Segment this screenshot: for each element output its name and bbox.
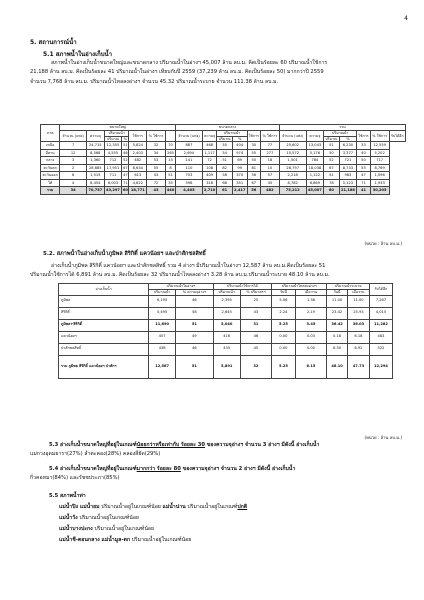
table-cell: 435 (213, 343, 240, 355)
table-cell: 34 (147, 149, 166, 157)
table-cell: 1.38 (295, 295, 327, 307)
table-cell: 43 (147, 172, 166, 180)
table-cell: 4,622 (129, 179, 147, 187)
table-cell: 12,294 (369, 355, 392, 378)
table-cell: 2,645 (213, 307, 240, 319)
col-usable-m: ใช้การ (247, 130, 260, 142)
table-cell: 974 (232, 149, 247, 157)
table-cell: 711 (104, 172, 122, 180)
table-cell: 1,515 (86, 172, 104, 180)
table-cell: 3,377 (339, 149, 357, 157)
table-cell: 70 (165, 142, 175, 150)
table-cell: 8,568 (86, 149, 104, 157)
table-cell: 5,202 (370, 149, 389, 157)
section-5-1-paragraph (30, 59, 398, 87)
table-cell: 5,123 (339, 179, 357, 187)
table-cell: 10 (260, 164, 279, 172)
table-cell: 47.73 (347, 355, 369, 378)
table-row (41, 142, 406, 150)
river-2-status: ปริมาณน้ำอยู่ในเกณฑ์น้อย (77, 515, 139, 521)
main-reservoirs-table (58, 283, 393, 379)
table-cell: 41 (357, 187, 370, 195)
col-pct-usable: % ปริมาตรฯ (240, 289, 272, 295)
s51-line-2: 21,188 ล้าน ลบ.ม. คิดเป็นร้อยละ 41 ปริมาณน้ำในอ่างฯ เทียบกับปี 2559 (37,239 ล้าน ลบ.ม. คิดเป็นร้อยละ 50) มากกว่าปี 2559 (30, 69, 324, 76)
region-cell: อีสาน (41, 149, 60, 157)
section-5-1-heading: 5.1 สภาพน้ำในอ่างเก็บน้ำ (43, 51, 113, 58)
river-4-status: ปริมาณน้ำอยู่ในเกณฑ์น้อย (129, 537, 192, 543)
col-usable-pct-t: % ใช้การ (370, 130, 389, 142)
col-release-today: วันนี้ (327, 289, 348, 295)
table-cell: 78 (324, 179, 339, 187)
table-cell: 2,218 (279, 172, 306, 180)
table-cell: 49 (176, 331, 214, 343)
table-cell: 36.03 (347, 319, 369, 331)
river-1-status: ปริมาณน้ำอยู่ในเกณฑ์น้อย (99, 504, 163, 510)
table-cell: 598 (176, 179, 203, 187)
table-cell: 12,587 (149, 355, 176, 378)
table-cell: 8,454 (86, 179, 104, 187)
table-cell: 46 (176, 295, 214, 307)
table-cell: 82 (217, 164, 232, 172)
table-row (59, 331, 393, 343)
reservoir-name-cell: ภูมิพล (59, 295, 149, 307)
col-pct: % (123, 136, 128, 141)
s51-line-3: จำนวน 7,768 ล้าน ลบ.ม. ปริมาณน้ำไหลลงอ่างฯ จำนวน 45.32 ปริมาณน้ำระบาย จำนวน 111.38 ล้าน ลบ.ม. (30, 78, 279, 85)
table-cell: 0.00 (295, 343, 327, 355)
table-cell: 1,096 (370, 172, 389, 180)
table-cell: 0.00 (272, 343, 296, 355)
table-cell: 110 (176, 164, 203, 172)
region-cell: กลาง (41, 157, 60, 165)
table-cell: 12,559 (370, 142, 389, 150)
s54-text-b: ของความจุอ่างฯ จำนวน 2 อ่างฯ มีดังนี้ อ่างเก็บน้ำ (180, 466, 296, 472)
section-5-3-paragraph (30, 441, 398, 460)
section-5-2-heading: 5.2. สภาพน้ำในอ่างเก็บน้ำภูมิพล สิริกิติ์ แควน้อยฯ และป่าสักชลสิทธิ์ (43, 251, 206, 257)
col-usable-pct-m: % ใช้การ (260, 130, 279, 142)
reservoir-name-cell: รวม ภูมิพล สิริกิติ์ แควน้อยฯ ป่าสักฯ (59, 355, 149, 378)
table-cell: 703 (176, 172, 203, 180)
table-cell: 6.92 (347, 343, 369, 355)
river-4-name: แม่น้ำชี-ตอนกลาง แม่น้ำมูล-ตก (59, 537, 130, 543)
table-cell: 36.42 (327, 319, 348, 331)
table-cell: 51 (122, 142, 129, 150)
table-cell: 457 (149, 331, 176, 343)
col-recv: รับได้อีก (369, 284, 392, 296)
table-cell: 46 (240, 331, 272, 343)
col-volume-sub-t: ปริมาณ (325, 136, 338, 141)
table-cell: 6,003 (104, 179, 122, 187)
table-cell: 2,710 (202, 187, 217, 195)
table-cell: 316 (202, 179, 217, 187)
table-cell: 23.42 (327, 307, 348, 319)
table-cell: 0.18 (327, 331, 348, 343)
reservoir-name-cell: สิริกิติ์ (59, 307, 149, 319)
table-cell: 25,602 (279, 142, 306, 150)
col-pct-t: % (339, 136, 357, 142)
table-cell: 40 (357, 149, 370, 157)
col-extra (165, 130, 175, 142)
table-cell: 69 (232, 157, 247, 165)
table-cell: 6,869 (306, 179, 324, 187)
table-cell: 71 (122, 179, 129, 187)
col-inflow: ปริมาณน้ำไหลลงอ่างฯ (272, 284, 327, 290)
table2-unit: (หน่วย : ล้าน ลบ.ม.) (364, 435, 402, 440)
col-usable-group: ปริมาณน้ำใช้การได้ (213, 284, 271, 290)
table-cell: 13,043 (306, 142, 324, 150)
reservoir-name-cell: ภูมิพล+สิริกิติ์ (59, 319, 149, 331)
table-cell: 6 (60, 172, 87, 180)
table-cell: 50 (247, 157, 260, 165)
table-row (41, 157, 406, 165)
table-cell: 5,040 (213, 319, 240, 331)
table-cell: 5,824 (129, 142, 147, 150)
table-cell: 4,405 (176, 187, 203, 195)
table-cell: 12,355 (104, 142, 122, 150)
group-large: ขนาดใหญ่ (60, 125, 176, 131)
col-usable: ใช้การ (129, 130, 147, 142)
table-cell: 43 (240, 307, 272, 319)
col-inflow-today: วันนี้ (272, 289, 296, 295)
table-cell: 4 (60, 179, 87, 187)
table-cell: 5.06 (272, 295, 296, 307)
col-volume: ปริมาณน้ำ (104, 130, 129, 136)
region-cell: เหนือ (41, 142, 60, 150)
table-cell: 108 (202, 164, 217, 172)
table-cell: 6,195 (149, 295, 176, 307)
river-1-status-normal: ปกติ (237, 504, 248, 510)
table-cell: 60 (122, 187, 129, 195)
table-cell: 30 (247, 142, 260, 150)
table-cell: 5,891 (213, 355, 240, 378)
table-cell: 3.45 (295, 319, 327, 331)
table-cell: 404 (232, 142, 247, 150)
s54-line-2: กิ่วคอหมา(84%) และรัชชประภา(85%) (30, 475, 120, 482)
table-cell: 2,417 (232, 187, 247, 195)
table-cell: 50 (324, 149, 339, 157)
section-5-4-paragraph (30, 465, 398, 484)
table-row (59, 355, 393, 378)
table-cell: 71 (357, 179, 370, 187)
table-cell: 2.19 (295, 307, 327, 319)
reservoir-name-cell: ป่าสักชลสิทธิ์ (59, 343, 149, 355)
col-volume-sub-m: ปริมาณ (218, 136, 231, 141)
table-cell: 35 (165, 179, 175, 187)
table1-unit: (หน่วย : ล้าน ลบ.ม.) (364, 241, 402, 246)
table-cell: 51 (324, 142, 339, 150)
river-2-name: แม่น้ำวัง (59, 515, 78, 521)
table-cell: 1,117 (202, 149, 217, 157)
col-volume-today: ปริมาณน้ำในอ่างฯ (149, 284, 214, 290)
region-cell: รวม (41, 187, 60, 195)
table-cell: 75,212 (279, 187, 306, 195)
s53-text-underlined: น้อยกว่าหรือเท่ากับ ร้อยละ 30 (136, 442, 205, 448)
col-volume-sub: ปริมาณ (104, 136, 122, 142)
river-3-status: ปริมาณน้ำอยู่ในเกณฑ์น้อย (92, 526, 155, 532)
table-cell: 77 (260, 142, 279, 150)
s52-line-1: อ่างเก็บน้ำภูมิพล สิริกิติ์ แควน้อยฯ และป่าสักชลสิทธิ์ รวม 4 อ่างฯ มีปริมาณน้ำในอ่างฯ 12,587 ล้าน ลบ.ม.คิดเป็นร้อยละ 51 (51, 263, 326, 269)
table-cell: 34 (60, 187, 87, 195)
table-cell: 4,555 (104, 149, 122, 157)
table-cell: 11,690 (149, 319, 176, 331)
section-5-2-paragraph (30, 262, 398, 281)
table-row (41, 164, 406, 172)
table-cell: 8,782 (279, 179, 306, 187)
table-row (59, 295, 393, 307)
table-cell: 409 (202, 172, 217, 180)
col-usable-t: ใช้การ (357, 130, 370, 142)
table-cell: 18,771 (129, 187, 147, 195)
table-cell: 81 (247, 164, 260, 172)
col-volume-t: ปริมาณน้ำ (324, 130, 357, 136)
table-cell: 55 (357, 164, 370, 172)
s53-line-2: แม่กวงอุดมธารา(27%) ลำตะคอง(28%) คลองสียัด(29%) (30, 451, 161, 458)
table-cell: 47 (357, 172, 370, 180)
table-cell: 7 (60, 142, 87, 150)
col-pct-m: % (232, 136, 247, 142)
group-medium: ขนาดกลาง (176, 125, 280, 131)
table-cell: 43 (147, 187, 166, 195)
col-recv-t: รับได้อีก (389, 130, 405, 142)
col-count: จำนวน (แห่ง) (60, 130, 87, 142)
table-cell: 58 (217, 172, 232, 180)
reservoir-name-cell: แควน้อยฯ (59, 331, 149, 343)
table-cell: 56 (247, 187, 260, 195)
river-1-name-2: แม่น้ำน่าน (162, 504, 186, 510)
main-reservoirs-body (59, 295, 393, 378)
table-cell: 72 (147, 179, 166, 187)
table-cell: 28,685 (86, 164, 104, 172)
table-cell: 51 (217, 157, 232, 165)
table-cell: 141 (176, 157, 203, 165)
table-cell: 1,360 (86, 157, 104, 165)
table-cell: 68 (217, 179, 232, 187)
col-capacity: ความจุ (86, 130, 104, 142)
table-cell: 33 (357, 142, 370, 150)
table-cell: 32 (240, 355, 272, 378)
table-cell: 55 (147, 164, 166, 172)
table-cell: 7,267 (369, 295, 392, 307)
table-cell: 55 (247, 149, 260, 157)
river-line-3 (59, 525, 154, 533)
table-cell: 53 (147, 157, 166, 165)
region-cell: ใต้ (41, 179, 60, 187)
table-row (41, 149, 406, 157)
table-row (59, 343, 393, 355)
table-cell: 6.50 (327, 343, 348, 355)
table-cell: 2,403 (129, 149, 147, 157)
table-cell: 0.00 (272, 331, 296, 343)
reservoir-summary-body (41, 142, 406, 195)
table-cell: 721 (339, 157, 357, 165)
table-cell: 370 (232, 172, 247, 180)
col-count-m: จำนวน (แห่ง) (176, 130, 203, 142)
table-cell: 4,015 (369, 307, 392, 319)
table-cell: 440 (165, 187, 175, 195)
section-5-heading: 5. สถานการณ์น้ำ (30, 39, 77, 46)
table-cell: 2,395 (213, 295, 240, 307)
table-cell: 45 (240, 343, 272, 355)
table-cell: 712 (104, 157, 122, 165)
table-cell: 265 (165, 149, 175, 157)
col-release: ปริมาณน้ำระบาย (327, 284, 370, 290)
col-capacity-m: ความจุ (202, 130, 217, 142)
table-cell: 60 (324, 187, 339, 195)
table-cell: 438 (149, 343, 176, 355)
table-cell: 30,205 (370, 187, 389, 195)
page-number: 4 (404, 15, 408, 22)
region-cell: ตะวันออก (41, 172, 60, 180)
s51-line-1: สภาพน้ำในอ่างเก็บน้ำขนาดใหญ่และขนาดกลาง ปริมาณน้ำในอ่างฯ 45,007 ล้าน ลบ.ม. คิดเป็นร้อยละ 60 ปริมาณน้ำใช้การ (51, 60, 328, 66)
table-cell: 11.00 (327, 295, 348, 307)
table-cell: 15 (165, 157, 175, 165)
table-cell: 54 (217, 149, 232, 157)
table-cell: 2.24 (272, 307, 296, 319)
table-cell: 6,230 (339, 142, 357, 150)
table-cell: 482 (260, 187, 279, 195)
table-cell: 72 (202, 157, 217, 165)
table-cell: 1,122 (306, 172, 324, 180)
table-cell: 31 (240, 319, 272, 331)
table-cell: 11,282 (369, 319, 392, 331)
table-cell: 6.15 (295, 355, 327, 378)
river-line-2 (59, 514, 139, 522)
table-cell: 45,007 (306, 187, 324, 195)
table-cell: 5.25 (272, 355, 296, 378)
table-cell: 2 (60, 164, 87, 172)
table-cell: 48.10 (327, 355, 348, 378)
table-cell: 61 (217, 187, 232, 195)
table-cell: 416 (213, 331, 240, 343)
table-cell: 67 (324, 164, 339, 172)
table-cell: 70,757 (86, 187, 104, 195)
table-cell: 32 (147, 142, 166, 150)
s53-text-a: 5.3 อ่างเก็บน้ำขนาดใหญ่ที่อยู่ในเกณฑ์ (49, 442, 137, 448)
table-cell: 887 (176, 142, 203, 150)
table-cell: 56 (247, 172, 260, 180)
table-cell: 67 (247, 179, 260, 187)
table-cell: 277 (260, 149, 279, 157)
table-cell: 51 (176, 319, 214, 331)
table-cell: 522 (369, 343, 392, 355)
table-cell: 47 (122, 172, 129, 180)
table-cell: 0.03 (295, 331, 327, 343)
table-cell: 613 (129, 172, 147, 180)
table-row (59, 307, 393, 319)
table-cell: 52 (122, 157, 129, 165)
table-cell: 46 (176, 343, 214, 355)
section-5-5-heading: 5.5 สภาพน้ำท่า (49, 493, 86, 499)
table-cell: 18,038 (306, 164, 324, 172)
table-cell: 983 (339, 172, 357, 180)
table-cell: 18 (260, 157, 279, 165)
table-cell: 5,495 (149, 307, 176, 319)
table-cell: 52 (324, 157, 339, 165)
table-cell: 57 (260, 172, 279, 180)
table-cell: 12 (60, 149, 87, 157)
table-cell: 99 (232, 164, 247, 172)
s54-text-underlined: มากกว่า ร้อยละ 80 (136, 466, 181, 472)
col-vol: ปริมาณน้ำ (149, 289, 176, 295)
table-cell: 351 (232, 179, 247, 187)
table-cell: 468 (202, 142, 217, 150)
table-cell: 43,297 (104, 187, 122, 195)
table-cell: 1,501 (279, 157, 306, 165)
table-cell: 21,188 (339, 187, 357, 195)
col-pct-cap: % ความจุอ่างฯ (176, 289, 214, 295)
table-cell: 28,797 (279, 164, 306, 172)
table-cell: 51 (176, 355, 214, 378)
table-row (59, 319, 393, 331)
region-cell: ตะวันตก (41, 164, 60, 172)
river-1-name: แม่น้ำปิง แม่น้ำยม (59, 504, 100, 510)
table-cell: 10,572 (279, 149, 306, 157)
table-cell: 24,715 (86, 142, 104, 150)
col-vol-usable: ปริมาณน้ำ (213, 289, 240, 295)
col-inflow-yesterday: เมื่อวาน (295, 289, 327, 295)
table-cell: 67 (122, 164, 129, 172)
table-cell: 51 (165, 172, 175, 180)
table-cell: 717 (370, 157, 389, 165)
table-row (41, 172, 406, 180)
table-row (41, 179, 406, 187)
table-cell: 5.25 (272, 319, 296, 331)
table-cell: 6.18 (347, 331, 369, 343)
table-cell: 3 (60, 157, 87, 165)
table-cell: 1,933 (370, 179, 389, 187)
col-capacity-t: ความจุ (306, 130, 324, 142)
table-cell: 17,951 (104, 164, 122, 172)
table-cell: 55 (217, 142, 232, 150)
table-cell: 50 (357, 157, 370, 165)
table-cell: 784 (306, 157, 324, 165)
river-3-name: แม่น้ำบางปะกง (59, 526, 93, 532)
group-total: รวม (279, 125, 405, 131)
table-row (41, 187, 406, 195)
table-cell: 25.93 (347, 307, 369, 319)
reservoir-summary-table (40, 124, 406, 195)
table-cell: 11.00 (347, 295, 369, 307)
table-cell: 482 (129, 157, 147, 165)
river-1-status-2: ปริมาณน้ำอยู่ในเกณฑ์ (185, 504, 238, 510)
table-cell: 8,733 (339, 164, 357, 172)
col-count-t: จำนวน (แห่ง) (279, 130, 306, 142)
s53-text-b: ของความจุอ่างฯ จำนวน 3 อ่างฯ มีดังนี้ อ่างเก็บน้ำ (204, 442, 320, 448)
table-cell: 51 (324, 172, 339, 180)
col-usable-pct: % ใช้การ (147, 130, 166, 142)
table-cell: 8,769 (370, 164, 389, 172)
table-cell: 2,694 (176, 149, 203, 157)
table-cell: 483 (369, 331, 392, 343)
table-cell: 45 (260, 179, 279, 187)
col-release-yesterday: เมื่อวาน (347, 289, 369, 295)
river-line-1 (59, 503, 247, 511)
table-cell: 46 (122, 149, 129, 157)
col-region: ภาค (41, 125, 60, 142)
table-cell: 5,176 (306, 149, 324, 157)
table-cell: 8,634 (129, 164, 147, 172)
river-line-4 (59, 536, 191, 544)
table-cell: 58 (176, 307, 214, 319)
s54-text-a: 5.4 อ่างเก็บน้ำขนาดใหญ่ที่อยู่ในเกณฑ์ (49, 466, 137, 472)
s52-line-2: ปริมาณน้ำใช้การได้ 6,891 ล้าน ลบ.ม. คิดเป็นร้อยละ 32 ปริมาณน้ำไหลลงอ่างฯ 3.28 ล้าน ลบ.ม.ปริมาณน้ำระบาย 48.10 ล้าน ลบ.ม. (30, 272, 330, 279)
col-reservoir: อ่างเก็บน้ำ (59, 284, 149, 296)
table-cell: 8 (165, 164, 175, 172)
table-cell: 25 (240, 295, 272, 307)
col-volume-m: ปริมาณน้ำ (217, 130, 247, 136)
